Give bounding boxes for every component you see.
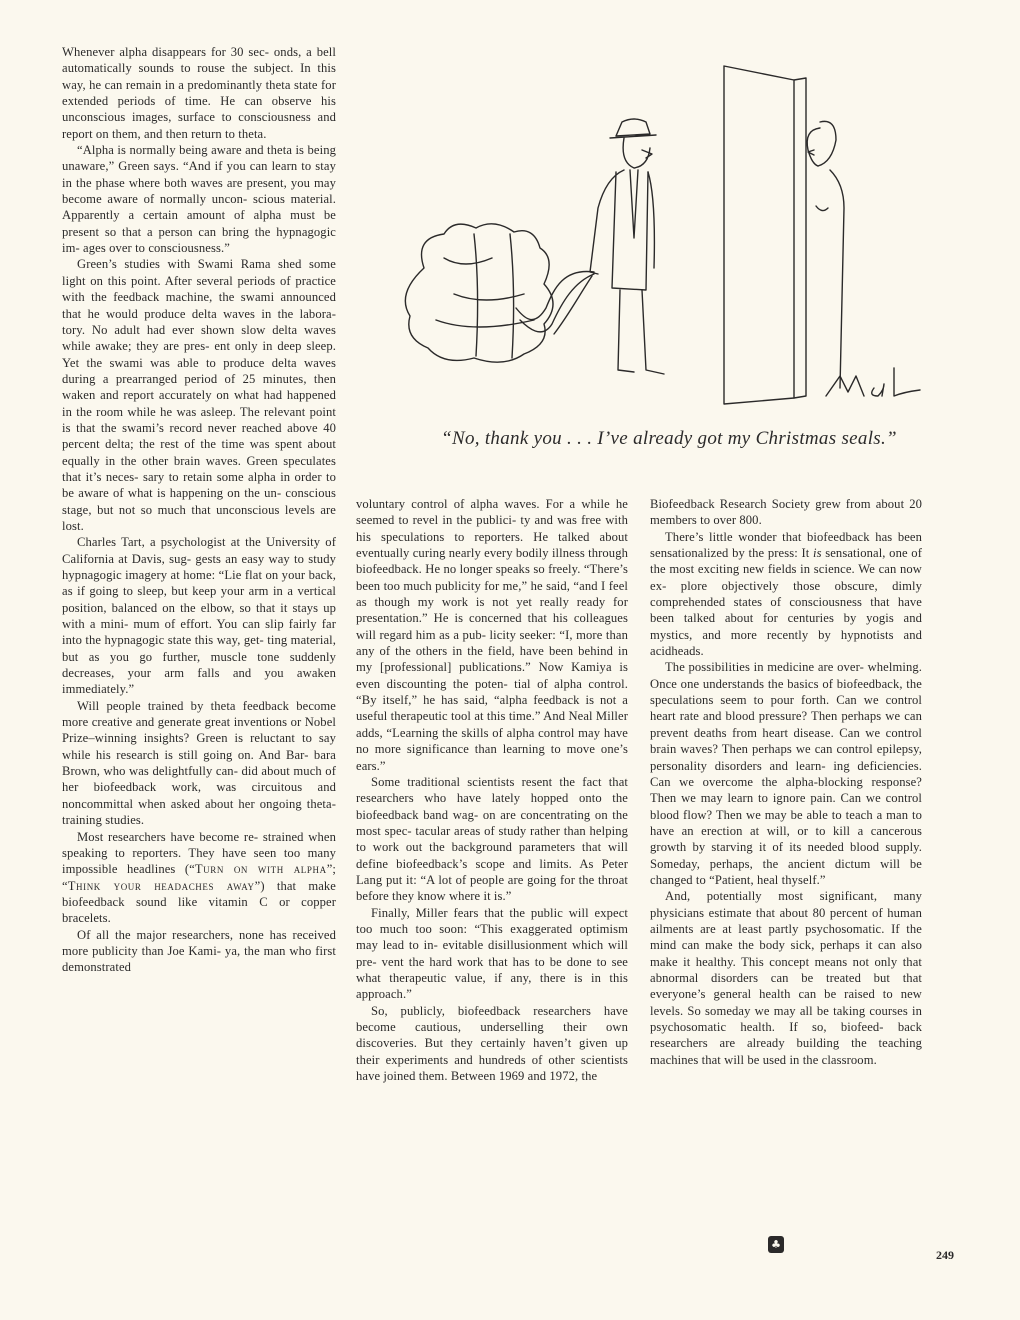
paragraph-text: ”) that make biofeedback sound like vitamin C or copper bracelets. xyxy=(62,878,336,926)
headline-quote: Think your headaches away xyxy=(67,878,255,893)
paragraph: “Alpha is normally being aware and theta is being unaware,” Green says. “And if you can learn to stay in the phase where both waves are present, you may become aware of normally uncon- scious material. Apparently a certain amount of alpha must be present so that a person can bring the hypnagogic im- ages over to consciousness.” xyxy=(62,143,336,256)
paragraph: Some traditional scientists resent the fact that researchers who have lately hopped onto the biofeedback band wag- on are concentrating on the most spec- tacular areas of study rather than helping to work out the background parameters that will define biofeedback’s scope and limits. As Peter Lang put it: “A lot of people are going for the throat before they know where it is.” xyxy=(356,774,628,904)
emphasis: is xyxy=(812,546,822,561)
paragraph-text: sensational, one of the most exciting new fields in science. We can now ex- plore objectively those obscure, dimly comprehended states of consciousness that have been talked about for centuries by yogis and mystics, and more recently by hypnotists and acidheads. xyxy=(650,546,922,659)
paragraph: Will people trained by theta feedback become more creative and generate great inventions or Nobel Prize–winning insights? Green is reluctant to say while his research is still going on. And Bar- bara Brown, who was delightfully can- did about much of her biofeedback work, was circuitous and noncommittal when asked about her ongoing theta- training studies. xyxy=(62,698,336,828)
paragraph: Whenever alpha disappears for 30 sec- onds, a bell automatically sounds to rouse the subject. In this way, he can remain in a predominantly theta state for extended periods of time. He can observe his unconscious images, surface to consciousness and report on them, and then return to theta. xyxy=(62,45,336,141)
paragraph xyxy=(62,829,336,927)
paragraph: voluntary control of alpha waves. For a while he seemed to revel in the publici- ty and was free with his speculations to reporters. He talked about eventually curing nearly every bodily illness through biofeedback. He no longer speaks so freely. “There’s been too much publicity for me,” he said, “and I feel as though my work is not yet really ready for presentation.” He is concerned that his colleagues will regard him as a pub- licity seeker: “I, more than any of the others in the field, have been behind in my [professional] publications.” Now Kamiya is even discounting the poten- tial of alpha control. “By itself,” he has said, “alpha feedback is not a useful therapeutic tool at this time.” And Neal Miller adds, “Learning the skills of alpha control may have no more significance than learning to move one’s ears.” xyxy=(356,497,628,773)
paragraph: Charles Tart, a psychologist at the University of California at Davis, sug- gests an easy way to study hypnagogic imagery at home: “Lie flat on your back, as if going to sleep, but keep your arm in a vertical position, balanced on the elbow, so that it stays up with a mini- mum of effort. You can slip fairly far into the hypnagogic state this way, get- ting material, but as you go further, muscle tone suddenly decreases, your arm falls and you awaken immediately.” xyxy=(62,535,336,697)
paragraph: Of all the major researchers, none has received more publicity than Joe Kami- ya, the man who first demonstrated xyxy=(62,927,336,975)
paragraph-text: Most researchers have become re- strained when speaking to reporters. They have seen too many impossible headlines (“ xyxy=(62,829,336,877)
paragraph xyxy=(650,529,922,660)
paragraph: So, publicly, biofeedback researchers have become cautious, underselling their own discoveries. But they certainly haven’t given up their experiments and hundreds of other scientists have joined them. Between 1969 and 1972, the xyxy=(356,1003,628,1084)
article-column-1 xyxy=(62,44,336,976)
paragraph: Biofeedback Research Society grew from about 20 members to over 800. xyxy=(650,497,922,528)
article-column-2 xyxy=(356,496,628,1084)
paragraph: Green’s studies with Swami Rama shed some light on this point. After several periods of practice with the feedback machine, the swami announced that he would produce delta waves in the labora- tory. No adult had ever shown slow delta waves while awake; they are pres- ent only in deep sleep. Yet the swami was able to produce delta waves during a prearranged period of 25 minutes, then waken and report accurately on what had happened in the room while he was asleep. The relevant point is that the swami’s record never reached above 40 percent delta; the rest of the time was spent about equally in the other brain waves. Green speculates that it’s neces- sary to retain some alpha in order to be aware of what is happening on the un- conscious stage, but not so much that unconscious levels are lost. xyxy=(62,257,336,533)
cartoon-illustration xyxy=(384,58,954,428)
page-number: 249 xyxy=(936,1248,954,1262)
paragraph: And, potentially most significant, many physicians estimate that about 80 percent of human ailments are at least partly psychosomatic. If the mind can make the body sick, perhaps it can also make it healthy. This concept means not only that abnormal disorders can be treated but that everyone’s general health can be raised to new levels. So someday we may all be taking courses in psychosomatic health. If so, biofeed- back researchers are already building the teaching machines that will be used in the classroom. xyxy=(650,889,922,1067)
cartoon-caption: “No, thank you . . . I’ve already got my Christmas seals.” xyxy=(441,428,897,449)
paragraph: The possibilities in medicine are over- whelming. Once one understands the basics of biofeedback, the speculations seem to pour forth. Can we control heart rate and blood pressure? Then perhaps we can prevent deaths from heart disease. Can we control brain waves? Then perhaps we can control epilepsy, personality disorders and learn- ing deficiencies. Can we overcome the alpha-blocking response? Then we may learn to ignore pain. Can we control blood flow? Then we may be able to teach a man to have an erection at will, or to kill a cancerous growth by starving it of its needed blood supply. Someday, perhaps, the ancient dictum will be changed to “Patient, heal thyself.” xyxy=(650,660,922,887)
paragraph: Finally, Miller fears that the public will expect too much too soon: “This exaggerated optimism may lead to in- evitable disillusionment which will pre- vent the hard work that has to be done to see what therapeutic value, if any, there is in this approach.” xyxy=(356,905,628,1002)
article-column-3 xyxy=(650,496,922,1068)
paragraph-text: There’s little wonder that biofeedback has been sensationalized by the press: It xyxy=(650,529,922,561)
end-mark-icon: ♣ xyxy=(768,1236,784,1253)
headline-quote: Turn on with alpha xyxy=(194,862,327,877)
paragraph-text: ”; “ xyxy=(62,862,337,893)
